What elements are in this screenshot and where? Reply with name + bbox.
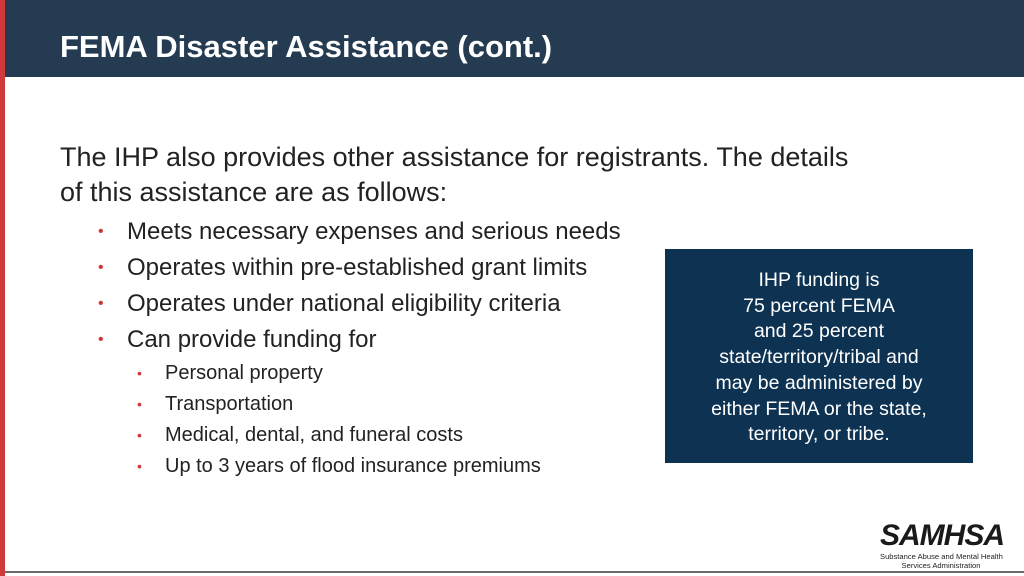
intro-line-1: The IHP also provides other assistance for registrants. The details [60, 142, 849, 172]
logo-wordmark: SAMHSA [880, 519, 1005, 552]
list-item [98, 322, 621, 358]
sub-list-item-text: Medical, dental, and funeral costs [165, 424, 463, 446]
slide-title: FEMA Disaster Assistance (cont.) [60, 29, 553, 64]
samhsa-logo [880, 519, 1005, 570]
accent-bar [0, 0, 5, 576]
logo-subtitle-line-2: Services Administration [901, 561, 981, 570]
sub-list-item [137, 358, 541, 389]
list-item [98, 250, 621, 286]
sub-bullet-list [137, 358, 541, 482]
sub-list-item [137, 420, 541, 451]
list-item-text: Operates under national eligibility criteria [127, 290, 561, 317]
sub-list-item-text: Transportation [165, 393, 294, 415]
callout-line: IHP funding is [758, 269, 880, 291]
title-bar [5, 0, 1024, 77]
bullet-icon: • [137, 396, 142, 412]
bullet-list [98, 214, 621, 358]
intro-text [60, 140, 960, 210]
list-item-text: Operates within pre-established grant limits [127, 254, 588, 281]
list-item-text: Meets necessary expenses and serious needs [127, 218, 621, 245]
sub-list-item [137, 389, 541, 420]
list-item-text: Can provide funding for [127, 326, 377, 353]
funding-callout-box [665, 249, 973, 463]
callout-line: either FEMA or the state, [711, 397, 927, 420]
callout-line: territory, or tribe. [748, 423, 890, 446]
bullet-icon: • [98, 295, 104, 312]
bullet-icon: • [137, 458, 142, 474]
list-item [98, 286, 621, 322]
callout-line: may be administered by [715, 371, 923, 394]
bullet-icon: • [98, 331, 104, 348]
callout-line: 75 percent FEMA [743, 294, 895, 317]
bullet-icon: • [137, 365, 142, 381]
sub-list-item-text: Up to 3 years of flood insurance premiums [165, 455, 541, 477]
sub-list-item-text: Personal property [165, 362, 323, 384]
bullet-icon: • [137, 427, 142, 443]
callout-line: and 25 percent [753, 320, 885, 343]
sub-list-item [137, 451, 541, 482]
list-item [98, 214, 621, 250]
callout-line: state/territory/tribal and [719, 346, 919, 369]
bullet-icon: • [98, 259, 104, 276]
intro-line-2: of this assistance are as follows: [60, 177, 448, 207]
logo-subtitle-line-1: Substance Abuse and Mental Health [880, 552, 1003, 561]
footer-divider [5, 571, 1024, 573]
bullet-icon: • [98, 223, 104, 240]
